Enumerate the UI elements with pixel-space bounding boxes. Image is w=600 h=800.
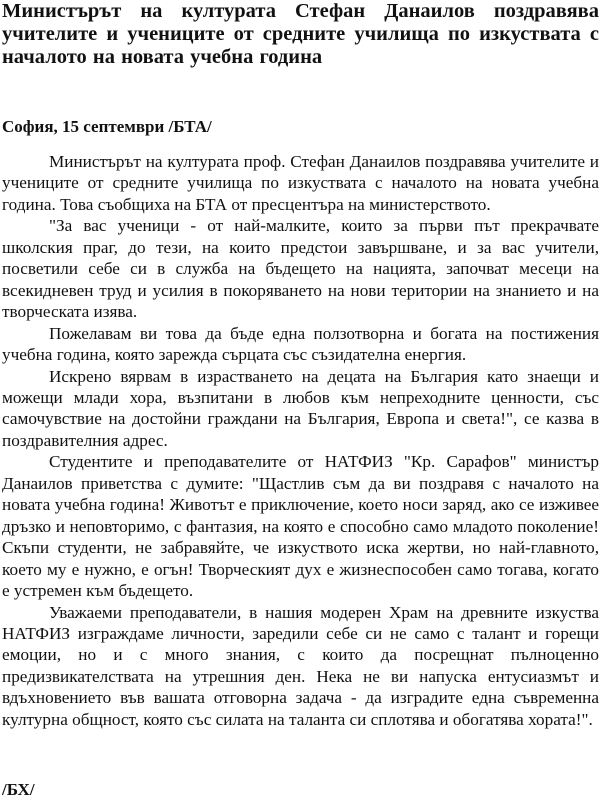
article-body bbox=[2, 151, 599, 730]
body-paragraph: Министърът на културата проф. Стефан Данаилов поздравява учителите и учениците от средните училища по изкуствата с началото на новата учебна година. Това съобщиха на БТА от пресцентъра на министерството. bbox=[2, 152, 599, 214]
article-signature: /БХ/ bbox=[2, 780, 35, 799]
body-paragraph: "За вас ученици - от най-малките, които за първи път прекрачвате школския праг, до тези, на които предстои завършване, и за вас учители, посветили себе си в служба на бъдещето на нацията, започват месеци на всекидневен труд и усилия в покоряването на нови територии на знанието и на творческата изява. bbox=[2, 216, 599, 322]
article-dateline: София, 15 септември /БТА/ bbox=[2, 117, 212, 136]
body-paragraph: Искрено вярвам в израстването на децата на България като знаещи и можещи млади хора, възпитани в любов към непреходните ценности, със самочувствие на достойни граждани на България, Европа и света!", се казва в поздравителния адрес. bbox=[2, 366, 599, 450]
body-paragraph: Студентите и преподавателите от НАТФИЗ "Кр. Сарафов" министър Данаилов приветства с думите: "Щастлив съм да ви поздравя с началото на новата учебна година! Животът е приключение, което носи заряд, ако се изживее дръзко и неповторимо, с фантазия, на която е способно само младото поколение! Скъпи студенти, не забравяйте, че изкуството иска жертви, но най-главното, което му е нужно, е огън! Творческият дух е жизнеспособен само тогава, когато е устремен към бъдещето. bbox=[2, 452, 599, 601]
body-paragraph: Уважаеми преподаватели, в нашия модерен Храм на древните изкуства НАТФИЗ изграждаме личности, заредили себе си не само с талант и горещи емоции, но и с много знания, с които да посрещнат пълноценно предизвикателствата на утрешния ден. Нека не ви напуска ентусиазмът и вдъхновението във вашата отговорна задача - да изградите една съвременна културна общност, която със силата на таланта си сплотява и обогатява хората!". bbox=[2, 602, 599, 729]
body-paragraph: Пожелавам ви това да бъде една ползотворна и богата на постижения учебна година, която зарежда сърцата със съзидателна енергия. bbox=[2, 323, 599, 365]
article-title: Министърът на културата Стефан Данаилов поздравява учителите и учениците от средните училища по изкуствата с началото на новата учебна година bbox=[2, 0, 599, 68]
